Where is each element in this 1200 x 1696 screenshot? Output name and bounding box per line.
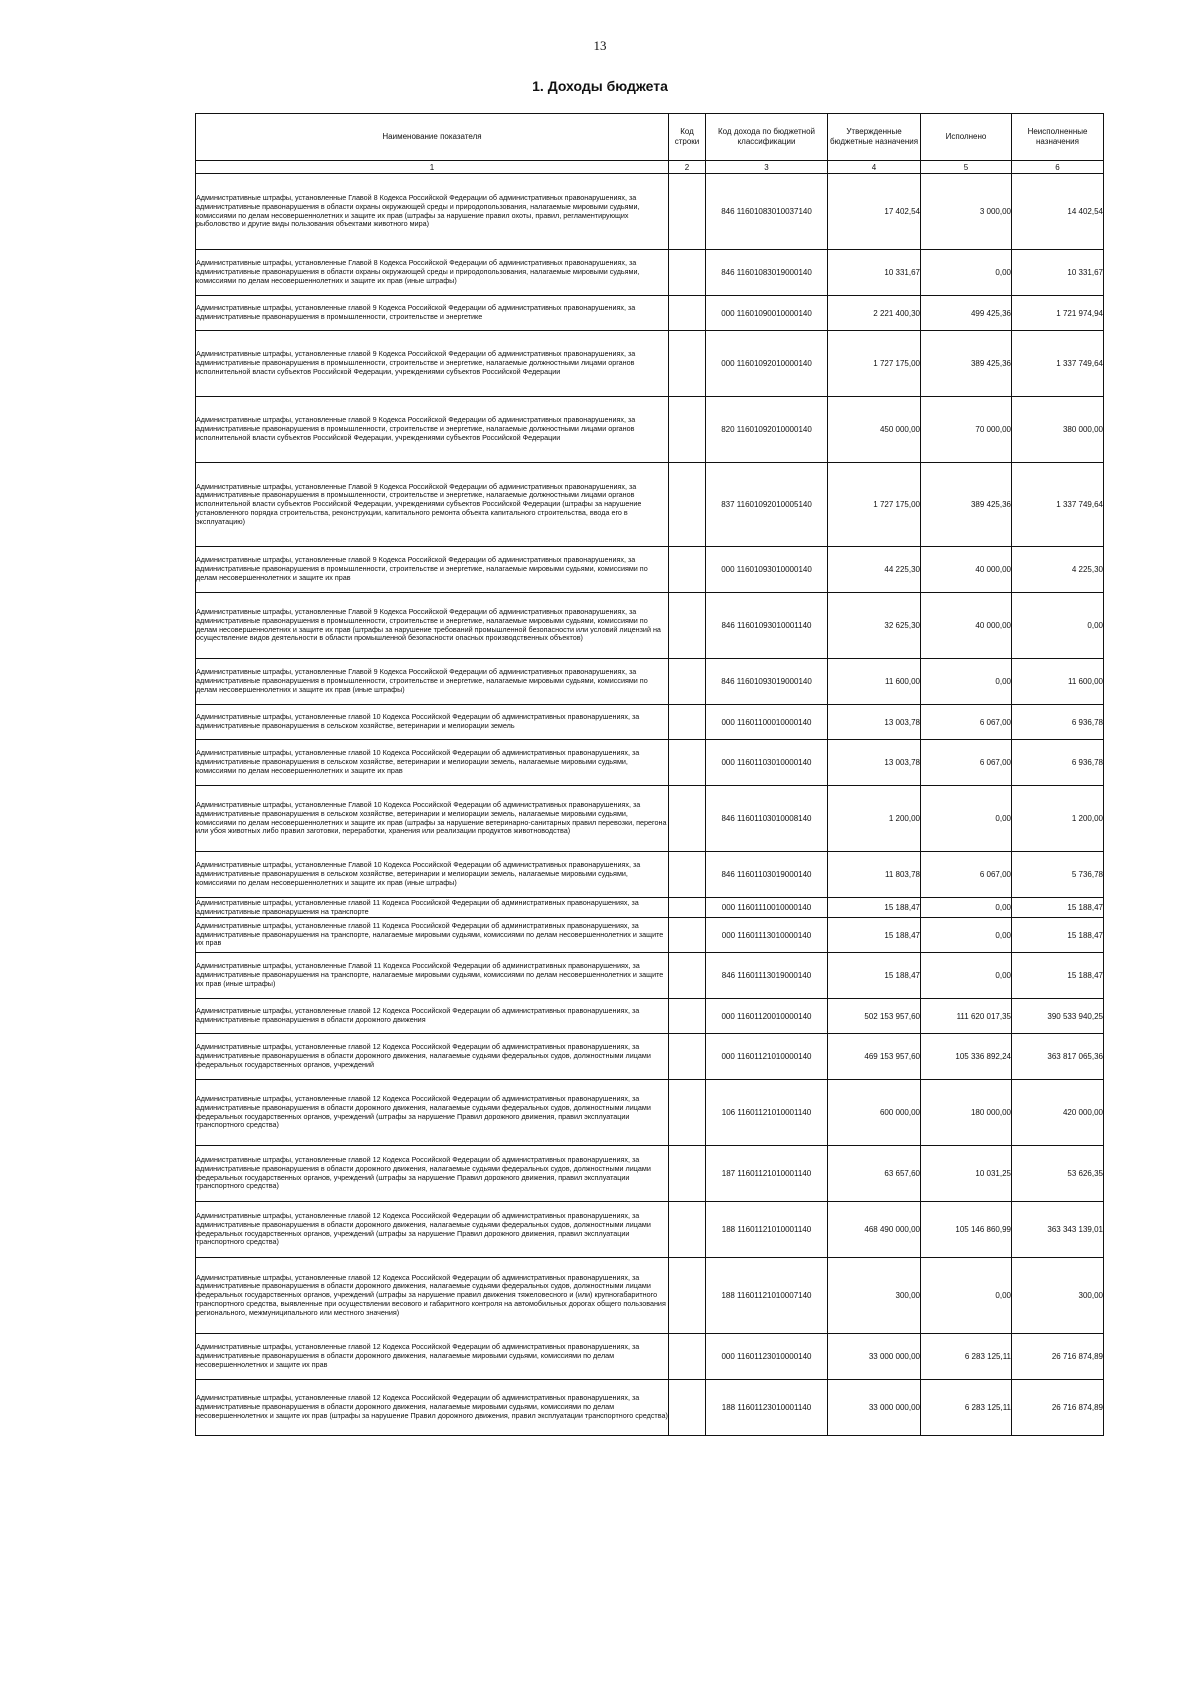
- table-row: [196, 659, 1104, 705]
- row-code: [669, 547, 706, 593]
- row-code: [669, 705, 706, 740]
- row-code: [669, 1258, 706, 1334]
- row-name: Административные штрафы, установленные главой 12 Кодекса Российской Федерации об административных правонарушениях, за административные правонарушения в области дорожного движения, налагаемые судьями федеральных судов, должностными лицами федеральных государственных органов, учреждений (штрафы за нарушение правил движения тяжеловесного и (или) крупногабаритного транспортного средства, выявленные при осуществлении весового и габаритного контроля на автомобильных дорогах общего пользования регионального, межмуниципального или местного значения): [196, 1258, 669, 1334]
- table-row: [196, 331, 1104, 397]
- row-executed: 105 336 892,24: [921, 1034, 1012, 1080]
- row-approved: 11 600,00: [828, 659, 921, 705]
- row-name: Административные штрафы, установленные главой 12 Кодекса Российской Федерации об административных правонарушениях, за административные правонарушения в области дорожного движения, налагаемые судьями федеральных судов, должностными лицами федеральных государственных органов, учреждений: [196, 1034, 669, 1080]
- row-budget-code: 837 11601092010005140: [706, 463, 828, 547]
- row-approved: 33 000 000,00: [828, 1380, 921, 1436]
- row-executed: 499 425,36: [921, 296, 1012, 331]
- row-executed: 6 067,00: [921, 852, 1012, 898]
- row-budget-code: 000 11601092010000140: [706, 331, 828, 397]
- row-approved: 450 000,00: [828, 397, 921, 463]
- row-approved: 1 200,00: [828, 786, 921, 852]
- row-approved: 15 188,47: [828, 953, 921, 999]
- row-approved: 600 000,00: [828, 1080, 921, 1146]
- row-code: [669, 852, 706, 898]
- row-approved: 15 188,47: [828, 898, 921, 918]
- row-code: [669, 898, 706, 918]
- row-code: [669, 953, 706, 999]
- row-name: Административные штрафы, установленные Главой 9 Кодекса Российской Федерации об административных правонарушениях, за административные правонарушения в промышленности, строительстве и энергетике, налагаемые должностными лицами органов исполнительной власти субъектов Российской Федерации, учреждениями субъектов Российской Федерации (штрафы за нарушение установленного порядка строительства, реконструкции, капитального ремонта объекта капитального строительства, ввода его в эксплуатацию): [196, 463, 669, 547]
- row-budget-code: 000 11601100010000140: [706, 705, 828, 740]
- table-row: [196, 740, 1104, 786]
- row-name: Административные штрафы, установленные главой 11 Кодекса Российской Федерации об административных правонарушениях, за административные правонарушения на транспорте, налагаемые мировыми судьями, комиссиями по делам несовершеннолетних и защите их прав: [196, 918, 669, 953]
- row-approved: 32 625,30: [828, 593, 921, 659]
- row-unexecuted: 15 188,47: [1012, 918, 1104, 953]
- row-executed: 0,00: [921, 1258, 1012, 1334]
- column-header-unexecuted: Неисполненные назначения: [1012, 114, 1104, 161]
- row-approved: 63 657,60: [828, 1146, 921, 1202]
- row-executed: 111 620 017,35: [921, 999, 1012, 1034]
- row-unexecuted: 26 716 874,89: [1012, 1380, 1104, 1436]
- row-unexecuted: 390 533 940,25: [1012, 999, 1104, 1034]
- row-unexecuted: 363 817 065,36: [1012, 1034, 1104, 1080]
- row-code: [669, 174, 706, 250]
- column-number-row: [196, 161, 1104, 174]
- row-code: [669, 463, 706, 547]
- row-approved: 13 003,78: [828, 740, 921, 786]
- row-code: [669, 659, 706, 705]
- row-unexecuted: 6 936,78: [1012, 740, 1104, 786]
- row-budget-code: 000 11601090010000140: [706, 296, 828, 331]
- row-unexecuted: 0,00: [1012, 593, 1104, 659]
- row-executed: 40 000,00: [921, 593, 1012, 659]
- table-row: [196, 999, 1104, 1034]
- row-code: [669, 1334, 706, 1380]
- row-budget-code: 000 11601121010000140: [706, 1034, 828, 1080]
- column-header-approved: Утвержденные бюджетные назначения: [828, 114, 921, 161]
- row-budget-code: 000 11601120010000140: [706, 999, 828, 1034]
- table-row: [196, 1080, 1104, 1146]
- row-budget-code: 188 11601121010007140: [706, 1258, 828, 1334]
- row-unexecuted: 15 188,47: [1012, 898, 1104, 918]
- row-budget-code: 000 11601123010000140: [706, 1334, 828, 1380]
- table-body: [196, 174, 1104, 1436]
- row-approved: 1 727 175,00: [828, 463, 921, 547]
- row-executed: 3 000,00: [921, 174, 1012, 250]
- row-executed: 6 283 125,11: [921, 1334, 1012, 1380]
- row-executed: 70 000,00: [921, 397, 1012, 463]
- row-approved: 33 000 000,00: [828, 1334, 921, 1380]
- row-executed: 0,00: [921, 953, 1012, 999]
- row-unexecuted: 4 225,30: [1012, 547, 1104, 593]
- row-unexecuted: 1 337 749,64: [1012, 331, 1104, 397]
- table-row: [196, 1380, 1104, 1436]
- row-code: [669, 1034, 706, 1080]
- row-code: [669, 786, 706, 852]
- row-code: [669, 250, 706, 296]
- row-code: [669, 1380, 706, 1436]
- document-title: 1. Доходы бюджета: [532, 78, 668, 94]
- budget-revenue-table: [195, 113, 1104, 1436]
- row-budget-code: 187 11601121010001140: [706, 1146, 828, 1202]
- row-unexecuted: 380 000,00: [1012, 397, 1104, 463]
- table-row: [196, 547, 1104, 593]
- row-name: Административные штрафы, установленные главой 12 Кодекса Российской Федерации об административных правонарушениях, за административные правонарушения в области дорожного движения, налагаемые мировыми судьями, комиссиями по делам несовершеннолетних и защите их прав: [196, 1334, 669, 1380]
- row-executed: 10 031,25: [921, 1146, 1012, 1202]
- table-row: [196, 1146, 1104, 1202]
- column-header-executed: Исполнено: [921, 114, 1012, 161]
- row-name: Административные штрафы, установленные Главой 8 Кодекса Российской Федерации об административных правонарушениях, за административные правонарушения в области охраны окружающей среды и природопользования, налагаемые мировыми судьями, комиссиями по делам несовершеннолетних и защите их прав (иные штрафы): [196, 250, 669, 296]
- table-row: [196, 1034, 1104, 1080]
- row-executed: 6 283 125,11: [921, 1380, 1012, 1436]
- row-budget-code: 188 11601121010001140: [706, 1202, 828, 1258]
- row-budget-code: 846 11601103019000140: [706, 852, 828, 898]
- table-row: [196, 593, 1104, 659]
- row-executed: 0,00: [921, 786, 1012, 852]
- row-code: [669, 999, 706, 1034]
- row-code: [669, 1202, 706, 1258]
- row-budget-code: 106 11601121010001140: [706, 1080, 828, 1146]
- table-row: [196, 296, 1104, 331]
- row-approved: 10 331,67: [828, 250, 921, 296]
- row-approved: 469 153 957,60: [828, 1034, 921, 1080]
- row-approved: 17 402,54: [828, 174, 921, 250]
- row-name: Административные штрафы, установленные главой 10 Кодекса Российской Федерации об административных правонарушениях, за административные правонарушения в сельском хозяйстве, ветеринарии и мелиорации земель: [196, 705, 669, 740]
- row-unexecuted: 26 716 874,89: [1012, 1334, 1104, 1380]
- table-row: [196, 250, 1104, 296]
- row-executed: 0,00: [921, 898, 1012, 918]
- column-number: 2: [669, 161, 706, 174]
- row-approved: 1 727 175,00: [828, 331, 921, 397]
- row-name: Административные штрафы, установленные главой 9 Кодекса Российской Федерации об административных правонарушениях, за административные правонарушения в промышленности, строительстве и энергетике, налагаемые мировыми судьями, комиссиями по делам несовершеннолетних и защите их прав: [196, 547, 669, 593]
- table-row: [196, 786, 1104, 852]
- row-approved: 11 803,78: [828, 852, 921, 898]
- row-executed: 0,00: [921, 659, 1012, 705]
- table-row: [196, 898, 1104, 918]
- column-header-row-code: Код строки: [669, 114, 706, 161]
- row-approved: 15 188,47: [828, 918, 921, 953]
- row-unexecuted: 300,00: [1012, 1258, 1104, 1334]
- row-code: [669, 331, 706, 397]
- row-executed: 105 146 860,99: [921, 1202, 1012, 1258]
- row-budget-code: 000 11601093010000140: [706, 547, 828, 593]
- row-approved: 2 221 400,30: [828, 296, 921, 331]
- row-approved: 502 153 957,60: [828, 999, 921, 1034]
- page-number: 13: [593, 38, 607, 53]
- table-row: [196, 705, 1104, 740]
- row-name: Административные штрафы, установленные Главой 9 Кодекса Российской Федерации об административных правонарушениях, за административные правонарушения в промышленности, строительстве и энергетике, налагаемые мировыми судьями, комиссиями по делам несовершеннолетних и защите их прав (иные штрафы): [196, 659, 669, 705]
- row-budget-code: 000 11601103010000140: [706, 740, 828, 786]
- row-unexecuted: 11 600,00: [1012, 659, 1104, 705]
- row-code: [669, 1146, 706, 1202]
- row-budget-code: 846 11601083019000140: [706, 250, 828, 296]
- row-unexecuted: 10 331,67: [1012, 250, 1104, 296]
- row-budget-code: 846 11601113019000140: [706, 953, 828, 999]
- row-unexecuted: 6 936,78: [1012, 705, 1104, 740]
- row-unexecuted: 1 200,00: [1012, 786, 1104, 852]
- row-executed: 0,00: [921, 250, 1012, 296]
- row-name: Административные штрафы, установленные главой 9 Кодекса Российской Федерации об административных правонарушениях, за административные правонарушения в промышленности, строительстве и энергетике: [196, 296, 669, 331]
- row-name: Административные штрафы, установленные главой 9 Кодекса Российской Федерации об административных правонарушениях, за административные правонарушения в промышленности, строительстве и энергетике, налагаемые должностными лицами органов исполнительной власти субъектов Российской Федерации, учреждениями субъектов Российской Федерации: [196, 331, 669, 397]
- row-approved: 44 225,30: [828, 547, 921, 593]
- table-row: [196, 1258, 1104, 1334]
- table-row: [196, 397, 1104, 463]
- row-name: Административные штрафы, установленные Главой 11 Кодекса Российской Федерации об административных правонарушениях, за административные правонарушения на транспорте, налагаемые мировыми судьями, комиссиями по делам несовершеннолетних и защите их прав (иные штрафы): [196, 953, 669, 999]
- row-budget-code: 820 11601092010000140: [706, 397, 828, 463]
- row-budget-code: 000 11601113010000140: [706, 918, 828, 953]
- row-name: Административные штрафы, установленные Главой 9 Кодекса Российской Федерации об административных правонарушениях, за административные правонарушения в промышленности, строительстве и энергетике, налагаемые мировыми судьями, комиссиями по делам несовершеннолетних и защите их прав (штрафы за нарушение требований промышленной безопасности или условий лицензий на осуществление видов деятельности в области промышленной безопасности опасных производственных объектов): [196, 593, 669, 659]
- row-code: [669, 1080, 706, 1146]
- row-name: Административные штрафы, установленные Главой 10 Кодекса Российской Федерации об административных правонарушениях, за административные правонарушения в сельском хозяйстве, ветеринарии и мелиорации земель, налагаемые мировыми судьями, комиссиями по делам несовершеннолетних и защите их прав (иные штрафы): [196, 852, 669, 898]
- row-name: Административные штрафы, установленные главой 12 Кодекса Российской Федерации об административных правонарушениях, за административные правонарушения в области дорожного движения, налагаемые судьями федеральных судов, должностными лицами федеральных государственных органов, учреждений (штрафы за нарушение Правил дорожного движения, правил эксплуатации транспортного средства): [196, 1202, 669, 1258]
- row-code: [669, 397, 706, 463]
- row-executed: 180 000,00: [921, 1080, 1012, 1146]
- row-executed: 389 425,36: [921, 331, 1012, 397]
- table-row: [196, 1202, 1104, 1258]
- row-budget-code: 000 11601110010000140: [706, 898, 828, 918]
- column-header-name: Наименование показателя: [196, 114, 669, 161]
- column-header-budget-code: Код дохода по бюджетной классификации: [706, 114, 828, 161]
- row-budget-code: 188 11601123010001140: [706, 1380, 828, 1436]
- row-budget-code: 846 11601093019000140: [706, 659, 828, 705]
- row-executed: 389 425,36: [921, 463, 1012, 547]
- row-unexecuted: 14 402,54: [1012, 174, 1104, 250]
- row-name: Административные штрафы, установленные главой 9 Кодекса Российской Федерации об административных правонарушениях, за административные правонарушения в промышленности, строительстве и энергетике, налагаемые должностными лицами органов исполнительной власти субъектов Российской Федерации, учреждениями субъектов Российской Федерации: [196, 397, 669, 463]
- column-number: 1: [196, 161, 669, 174]
- column-number: 3: [706, 161, 828, 174]
- column-number: 5: [921, 161, 1012, 174]
- row-unexecuted: 1 721 974,94: [1012, 296, 1104, 331]
- table-row: [196, 953, 1104, 999]
- row-unexecuted: 1 337 749,64: [1012, 463, 1104, 547]
- row-executed: 0,00: [921, 918, 1012, 953]
- column-number: 4: [828, 161, 921, 174]
- row-name: Административные штрафы, установленные главой 10 Кодекса Российской Федерации об административных правонарушениях, за административные правонарушения в сельском хозяйстве, ветеринарии и мелиорации земель, налагаемые мировыми судьями, комиссиями по делам несовершеннолетних и защите их прав: [196, 740, 669, 786]
- row-budget-code: 846 11601083010037140: [706, 174, 828, 250]
- table-row: [196, 918, 1104, 953]
- row-name: Административные штрафы, установленные Главой 8 Кодекса Российской Федерации об административных правонарушениях, за административные правонарушения в области охраны окружающей среды и природопользования, налагаемые мировыми судьями, комиссиями по делам несовершеннолетних и защите их прав (штрафы за нарушение правил охоты, правил, регламентирующих рыболовство и другие виды пользования объектами животного мира): [196, 174, 669, 250]
- row-code: [669, 296, 706, 331]
- row-budget-code: 846 11601093010001140: [706, 593, 828, 659]
- row-name: Административные штрафы, установленные главой 12 Кодекса Российской Федерации об административных правонарушениях, за административные правонарушения в области дорожного движения, налагаемые судьями федеральных судов, должностными лицами федеральных государственных органов, учреждений (штрафы за нарушение Правил дорожного движения, правил эксплуатации транспортного средства): [196, 1146, 669, 1202]
- row-approved: 13 003,78: [828, 705, 921, 740]
- row-executed: 40 000,00: [921, 547, 1012, 593]
- table-row: [196, 852, 1104, 898]
- row-executed: 6 067,00: [921, 740, 1012, 786]
- table-row: [196, 463, 1104, 547]
- row-unexecuted: 15 188,47: [1012, 953, 1104, 999]
- table-row: [196, 1334, 1104, 1380]
- header-row: [196, 114, 1104, 161]
- column-number: 6: [1012, 161, 1104, 174]
- row-name: Административные штрафы, установленные главой 12 Кодекса Российской Федерации об административных правонарушениях, за административные правонарушения в области дорожного движения, налагаемые судьями федеральных судов, должностными лицами федеральных государственных органов, учреждений (штрафы за нарушение Правил дорожного движения, правил эксплуатации транспортного средства): [196, 1080, 669, 1146]
- row-budget-code: 846 11601103010008140: [706, 786, 828, 852]
- row-approved: 300,00: [828, 1258, 921, 1334]
- row-name: Административные штрафы, установленные главой 11 Кодекса Российской Федерации об административных правонарушениях, за административные правонарушения на транспорте: [196, 898, 669, 918]
- row-name: Административные штрафы, установленные Главой 10 Кодекса Российской Федерации об административных правонарушениях, за административные правонарушения в сельском хозяйстве, ветеринарии и мелиорации земель, налагаемые мировыми судьями, комиссиями по делам несовершеннолетних и защите их прав (штрафы за нарушение ветеринарно-санитарных правил перевозки, перегона или убоя животных либо правил заготовки, переработки, хранения или реализации продуктов животноводства): [196, 786, 669, 852]
- row-unexecuted: 5 736,78: [1012, 852, 1104, 898]
- row-approved: 468 490 000,00: [828, 1202, 921, 1258]
- row-executed: 6 067,00: [921, 705, 1012, 740]
- row-unexecuted: 53 626,35: [1012, 1146, 1104, 1202]
- row-unexecuted: 420 000,00: [1012, 1080, 1104, 1146]
- row-unexecuted: 363 343 139,01: [1012, 1202, 1104, 1258]
- row-name: Административные штрафы, установленные главой 12 Кодекса Российской Федерации об административных правонарушениях, за административные правонарушения в области дорожного движения, налагаемые мировыми судьями, комиссиями по делам несовершеннолетних и защите их прав (штрафы за нарушение Правил дорожного движения, правил эксплуатации транспортного средства): [196, 1380, 669, 1436]
- row-code: [669, 918, 706, 953]
- table-row: [196, 174, 1104, 250]
- row-code: [669, 593, 706, 659]
- row-name: Административные штрафы, установленные главой 12 Кодекса Российской Федерации об административных правонарушениях, за административные правонарушения в области дорожного движения: [196, 999, 669, 1034]
- row-code: [669, 740, 706, 786]
